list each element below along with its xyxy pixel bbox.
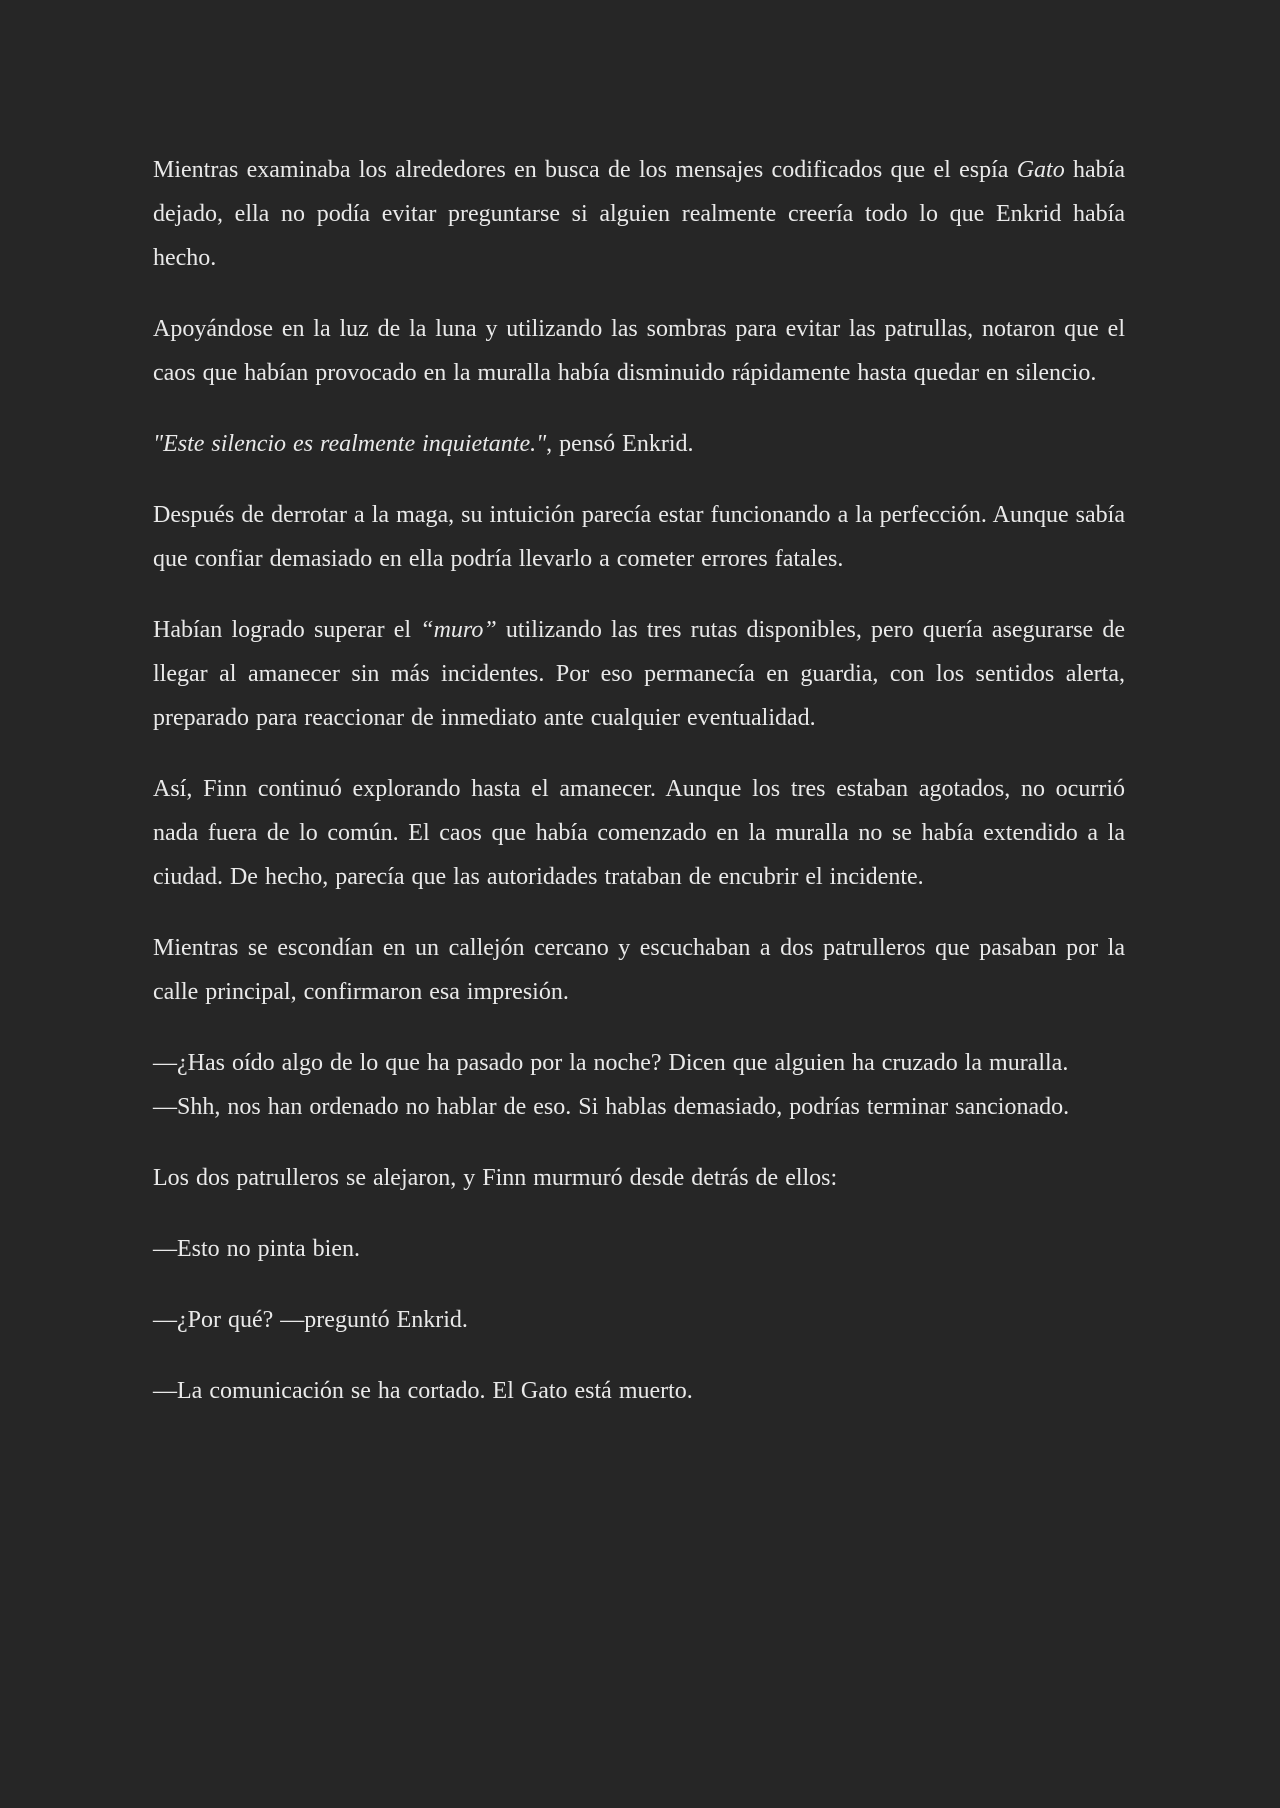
text-run: Después de derrotar a la maga, su intuición parecía estar funcionando a la perfección. Aunque sabía que confiar demasiado en ella podría llevarlo a cometer errores fatales. bbox=[153, 502, 1125, 572]
text-run: —¿Has oído algo de lo que ha pasado por la noche? Dicen que alguien ha cruzado la muralla. bbox=[153, 1050, 1069, 1076]
text-run: Mientras se escondían en un callejón cercano y escuchaban a dos patrulleros que pasaban por la calle principal, confirmaron esa impresión. bbox=[153, 935, 1125, 1005]
text-run: —Esto no pinta bien. bbox=[153, 1236, 360, 1262]
paragraph-5 bbox=[153, 608, 1125, 740]
paragraph-9 bbox=[153, 1156, 1125, 1200]
text-run: Habían logrado superar el bbox=[153, 617, 421, 643]
paragraph-6 bbox=[153, 767, 1125, 899]
text-run-italic: “muro” bbox=[420, 617, 497, 643]
text-run: Apoyándose en la luz de la luna y utilizando las sombras para evitar las patrullas, notaron que el caos que habían provocado en la muralla había disminuido rápidamente hasta quedar en silencio. bbox=[153, 316, 1125, 386]
text-run: había dejado, ella no podía evitar preguntarse si alguien realmente creería todo lo que Enkrid había hecho. bbox=[153, 157, 1125, 271]
paragraph-7 bbox=[153, 926, 1125, 1014]
text-run-italic: "Este silencio es realmente inquietante." bbox=[153, 431, 547, 457]
paragraph-3 bbox=[153, 422, 1125, 466]
paragraph-12 bbox=[153, 1369, 1125, 1413]
paragraph-2 bbox=[153, 307, 1125, 395]
paragraph-1 bbox=[153, 148, 1125, 280]
paragraph-4 bbox=[153, 493, 1125, 581]
text-run: Así, Finn continuó explorando hasta el amanecer. Aunque los tres estaban agotados, no ocurrió nada fuera de lo común. El caos que había comenzado en la muralla no se había extendido a la ciudad. De hecho, parecía que las autoridades trataban de encubrir el incidente. bbox=[153, 776, 1125, 890]
paragraph-11 bbox=[153, 1298, 1125, 1342]
text-run: utilizando las tres rutas disponibles, pero quería asegurarse de llegar al amanecer sin más incidentes. Por eso permanecía en guardia, con los sentidos alerta, preparado para reaccionar de inmediato ante cualquier eventualidad. bbox=[153, 617, 1126, 731]
text-run: —Shh, nos han ordenado no hablar de eso. Si hablas demasiado, podrías terminar sancionado. bbox=[153, 1094, 1070, 1120]
paragraph-8 bbox=[153, 1041, 1125, 1129]
text-run: —¿Por qué? —preguntó Enkrid. bbox=[153, 1307, 468, 1333]
text-run: Los dos patrulleros se alejaron, y Finn murmuró desde detrás de ellos: bbox=[153, 1165, 838, 1191]
text-run: Mientras examinaba los alrededores en busca de los mensajes codificados que el espía bbox=[153, 157, 1017, 183]
paragraph-10 bbox=[153, 1227, 1125, 1271]
text-run-italic: Gato bbox=[1016, 157, 1065, 183]
text-run: —La comunicación se ha cortado. El Gato está muerto. bbox=[153, 1378, 693, 1404]
text-run: , pensó Enkrid. bbox=[546, 431, 694, 457]
